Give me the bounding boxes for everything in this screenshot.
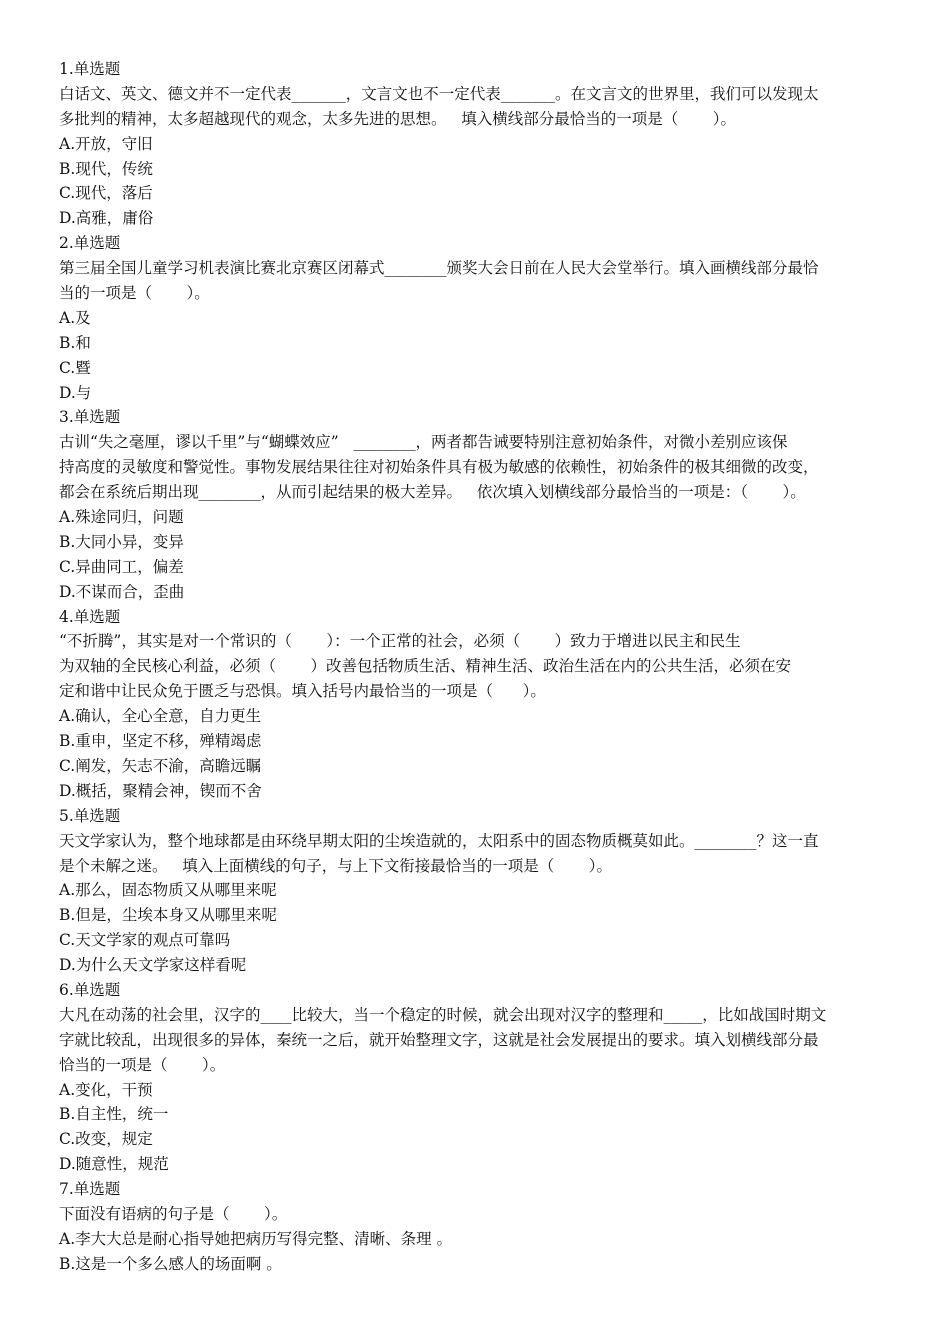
option-d: D.高雅，庸俗 [59, 209, 154, 228]
option-a: A.确认，全心全意，自力更生 [59, 707, 262, 726]
option-a: A.那么，固态物质又从哪里来呢 [59, 881, 277, 900]
question-header: 3.单选题 [59, 408, 121, 427]
question-header: 7.单选题 [59, 1180, 121, 1199]
option-d: D.为什么天文学家这样看呢 [59, 956, 247, 975]
question-stem: 为双轴的全民核心利益，必须（ ）改善包括物质生活、精神生活、政治生活在内的公共生活，必须在安 [59, 657, 791, 676]
question-stem: 多批判的精神，太多超越现代的观念，太多先进的思想。 填入横线部分最恰当的一项是（ ）。 [59, 109, 737, 128]
question-header: 1.单选题 [59, 60, 121, 78]
option-c: C.改变，规定 [59, 1130, 153, 1149]
option-d: D.概括，聚精会神，锲而不舍 [59, 781, 262, 800]
question-stem: 古训“失之毫厘，谬以千里”与“蝴蝶效应” ________，两者都告诫要特别注意初始条件，对微小差别应该保 [59, 433, 788, 452]
question-4 [59, 605, 889, 804]
option-d: D.与 [59, 383, 92, 402]
question-6 [59, 978, 889, 1177]
question-stem: 当的一项是（ ）。 [59, 284, 210, 303]
option-c: C.天文学家的观点可靠吗 [59, 931, 231, 950]
option-b: B.这是一个多么感人的场面啊 。 [59, 1254, 282, 1273]
question-list [59, 57, 889, 1277]
option-b: B.自主性，统一 [59, 1105, 169, 1124]
question-stem: “不折腾”，其实是对一个常识的（ ）：一个正常的社会，必须（ ）致力于增进以民主和民生 [59, 632, 741, 651]
option-b: B.但是，尘埃本身又从哪里来呢 [59, 906, 277, 925]
question-3 [59, 405, 889, 604]
question-header: 4.单选题 [59, 607, 121, 626]
option-c: C.异曲同工，偏差 [59, 557, 184, 576]
question-stem: 定和谐中让民众免于匮乏与恐惧。填入括号内最恰当的一项是（ ）。 [59, 682, 546, 701]
question-stem: 下面没有语病的句子是（ ）。 [59, 1204, 288, 1223]
question-header: 2.单选题 [59, 234, 121, 253]
option-b: B.和 [59, 333, 91, 352]
option-c: C.暨 [59, 358, 91, 377]
option-a: A.殊途同归，问题 [59, 508, 184, 527]
question-stem: 大凡在动荡的社会里，汉字的____比较大，当一个稳定的时候，就会出现对汉字的整理和_____，比如战国时期文 [59, 1005, 827, 1024]
question-stem: 持高度的灵敏度和警觉性。事物发展结果往往对初始条件具有极为敏感的依赖性，初始条件的极其细微的改变， [59, 458, 819, 477]
question-header: 6.单选题 [59, 980, 121, 999]
question-7 [59, 1177, 889, 1277]
option-a: A.变化，干预 [59, 1080, 153, 1099]
question-stem: 恰当的一项是（ ）。 [59, 1055, 226, 1074]
option-a: A.李大大总是耐心指导她把病历写得完整、清晰、条理 。 [59, 1229, 453, 1248]
question-5 [59, 804, 889, 978]
question-stem: 白话文、英文、德文并不一定代表_______，文言文也不一定代表_______。在文言文的世界里，我们可以发现太 [59, 84, 819, 103]
option-b: B.大同小异，变异 [59, 532, 184, 551]
question-stem: 都会在系统后期出现________，从而引起结果的极大差异。 依次填入划横线部分最恰当的一项是：（ ）。 [59, 483, 806, 502]
question-stem: 字就比较乱，出现很多的异体，秦统一之后，就开始整理文字，这就是社会发展提出的要求。填入划横线部分最 [59, 1030, 819, 1049]
option-b: B.重申，坚定不移，殚精竭虑 [59, 732, 262, 751]
option-c: C.阐发，矢志不渝，高瞻远瞩 [59, 756, 262, 775]
question-2 [59, 231, 889, 405]
question-header: 5.单选题 [59, 806, 121, 825]
question-stem: 是个未解之迷。 填入上面横线的句子，与上下文衔接最恰当的一项是（ ）。 [59, 856, 613, 875]
option-d: D.不谋而合，歪曲 [59, 582, 185, 601]
option-a: A.开放，守旧 [59, 134, 153, 153]
question-1 [59, 57, 889, 231]
question-stem: 第三届全国儿童学习机表演比赛北京赛区闭幕式________颁奖大会日前在人民大会堂举行。填入画横线部分最恰 [59, 259, 819, 278]
question-stem: 天文学家认为，整个地球都是由环绕早期太阳的尘埃造就的，太阳系中的固态物质概莫如此。________？这一直 [59, 831, 819, 850]
option-d: D.随意性，规范 [59, 1155, 169, 1174]
option-a: A.及 [59, 308, 91, 327]
option-c: C.现代，落后 [59, 184, 153, 203]
option-b: B.现代，传统 [59, 159, 153, 178]
